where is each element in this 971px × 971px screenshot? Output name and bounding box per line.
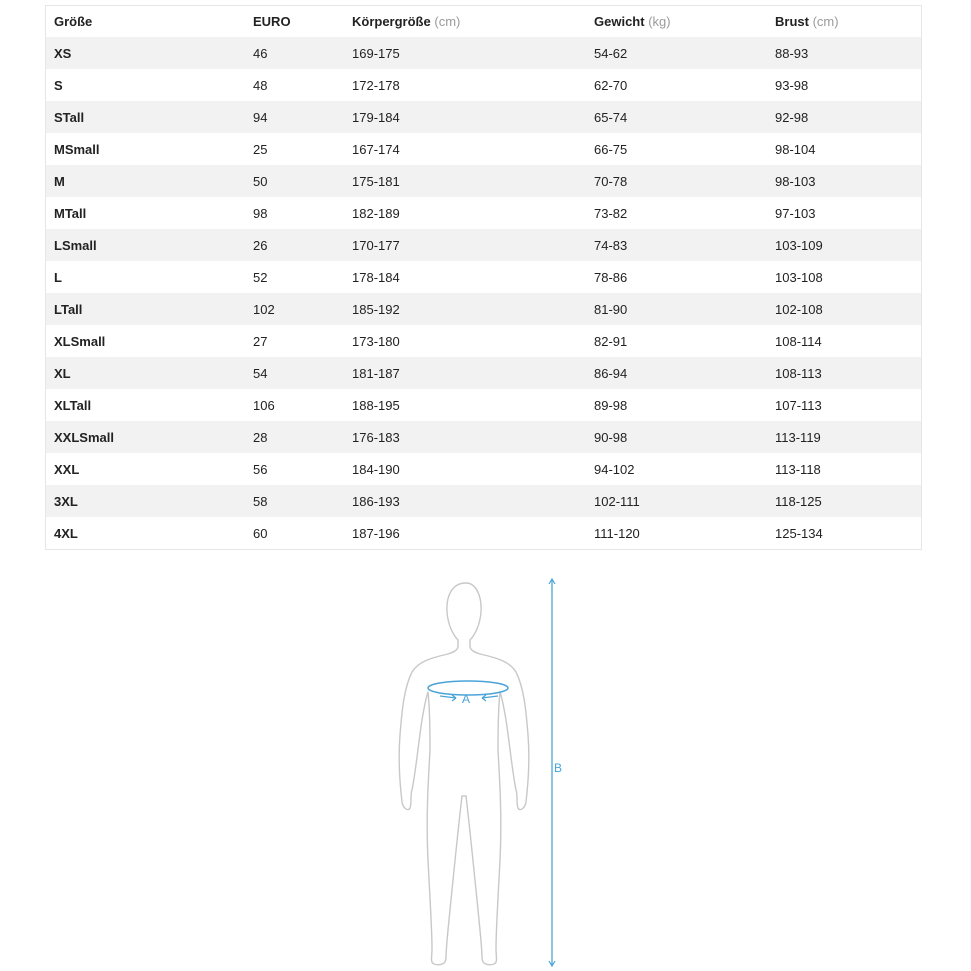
cell-height: 179-184 xyxy=(352,109,400,125)
cell-size: XLSmall xyxy=(54,333,106,349)
header-euro: EURO xyxy=(253,14,291,29)
table-row xyxy=(46,485,921,517)
cell-chest: 98-103 xyxy=(775,173,816,189)
cell-height: 185-192 xyxy=(352,301,400,317)
size-chart-table xyxy=(45,5,922,550)
cell-euro: 27 xyxy=(253,333,268,349)
cell-size: 3XL xyxy=(54,493,78,509)
header-chest: Brust (cm) xyxy=(775,14,839,29)
header-size: Größe xyxy=(54,14,93,29)
cell-euro: 56 xyxy=(253,461,268,477)
cell-size: XXL xyxy=(54,461,80,477)
cell-weight: 74-83 xyxy=(594,237,628,253)
cell-height: 188-195 xyxy=(352,397,400,413)
size-table xyxy=(46,6,921,549)
cell-height: 169-175 xyxy=(352,45,400,61)
cell-weight: 90-98 xyxy=(594,429,628,445)
cell-chest: 88-93 xyxy=(775,45,809,61)
cell-size: XXLSmall xyxy=(54,429,114,445)
cell-size: MTall xyxy=(54,205,87,221)
cell-height: 172-178 xyxy=(352,77,400,93)
cell-height: 182-189 xyxy=(352,205,400,221)
cell-chest: 98-104 xyxy=(775,141,816,157)
measurement-label-a: A xyxy=(462,692,471,706)
cell-height: 176-183 xyxy=(352,429,400,445)
cell-euro: 48 xyxy=(253,77,268,93)
cell-chest: 97-103 xyxy=(775,205,816,221)
table-row xyxy=(46,453,921,485)
cell-size: STall xyxy=(54,109,85,125)
human-silhouette-icon xyxy=(380,570,580,970)
cell-chest: 102-108 xyxy=(775,301,823,317)
cell-weight: 89-98 xyxy=(594,397,628,413)
measurement-label-b: B xyxy=(554,761,563,775)
cell-euro: 60 xyxy=(253,525,268,541)
table-row xyxy=(46,517,921,549)
table-row xyxy=(46,421,921,453)
table-row xyxy=(46,37,921,69)
cell-weight: 94-102 xyxy=(594,461,635,477)
header-height: Körpergröße (cm) xyxy=(352,14,461,29)
cell-height: 167-174 xyxy=(352,141,400,157)
cell-euro: 106 xyxy=(253,397,275,413)
cell-height: 186-193 xyxy=(352,493,400,509)
header-chest-unit: (cm) xyxy=(812,14,839,29)
cell-euro: 28 xyxy=(253,429,268,445)
cell-chest: 108-113 xyxy=(775,365,822,381)
cell-euro: 54 xyxy=(253,365,268,381)
cell-size: LSmall xyxy=(54,237,97,253)
cell-size: S xyxy=(54,77,63,93)
body-measurement-figure xyxy=(380,570,580,970)
table-row xyxy=(46,165,921,197)
cell-height: 170-177 xyxy=(352,237,400,253)
table-header-row xyxy=(46,6,921,37)
cell-euro: 46 xyxy=(253,45,268,61)
cell-euro: 98 xyxy=(253,205,268,221)
cell-euro: 25 xyxy=(253,141,268,157)
cell-height: 175-181 xyxy=(352,173,400,189)
cell-weight: 54-62 xyxy=(594,45,628,61)
cell-weight: 70-78 xyxy=(594,173,628,189)
cell-chest: 108-114 xyxy=(775,333,822,349)
table-row xyxy=(46,389,921,421)
cell-size: XLTall xyxy=(54,397,92,413)
cell-weight: 81-90 xyxy=(594,301,628,317)
cell-weight: 86-94 xyxy=(594,365,628,381)
cell-height: 181-187 xyxy=(352,365,400,381)
table-row xyxy=(46,357,921,389)
table-row xyxy=(46,197,921,229)
cell-weight: 66-75 xyxy=(594,141,628,157)
cell-size: M xyxy=(54,173,65,189)
cell-size: MSmall xyxy=(54,141,100,157)
cell-height: 178-184 xyxy=(352,269,400,285)
cell-size: XS xyxy=(54,45,72,61)
cell-weight: 65-74 xyxy=(594,109,628,125)
cell-euro: 94 xyxy=(253,109,268,125)
cell-euro: 102 xyxy=(253,301,275,317)
cell-size: L xyxy=(54,269,62,285)
cell-weight: 78-86 xyxy=(594,269,628,285)
cell-chest: 107-113 xyxy=(775,397,822,413)
table-row xyxy=(46,325,921,357)
cell-weight: 73-82 xyxy=(594,205,628,221)
cell-chest: 113-118 xyxy=(775,461,821,477)
cell-weight: 82-91 xyxy=(594,333,628,349)
cell-chest: 118-125 xyxy=(775,493,822,509)
cell-euro: 58 xyxy=(253,493,268,509)
cell-height: 184-190 xyxy=(352,461,400,477)
table-row xyxy=(46,101,921,133)
cell-chest: 125-134 xyxy=(775,525,823,541)
cell-weight: 62-70 xyxy=(594,77,628,93)
cell-weight: 111-120 xyxy=(594,525,640,541)
table-row xyxy=(46,229,921,261)
cell-height: 173-180 xyxy=(352,333,400,349)
cell-chest: 92-98 xyxy=(775,109,809,125)
table-row xyxy=(46,69,921,101)
header-weight: Gewicht (kg) xyxy=(594,14,671,29)
cell-euro: 50 xyxy=(253,173,268,189)
table-row xyxy=(46,133,921,165)
cell-chest: 93-98 xyxy=(775,77,809,93)
cell-weight: 102-111 xyxy=(594,493,640,509)
cell-size: XL xyxy=(54,365,71,381)
cell-chest: 103-108 xyxy=(775,269,823,285)
cell-size: 4XL xyxy=(54,525,78,541)
table-row xyxy=(46,261,921,293)
cell-size: LTall xyxy=(54,301,83,317)
cell-height: 187-196 xyxy=(352,525,400,541)
header-height-unit: (cm) xyxy=(434,14,461,29)
header-weight-unit: (kg) xyxy=(648,14,671,29)
cell-chest: 113-119 xyxy=(775,429,821,445)
table-row xyxy=(46,293,921,325)
cell-euro: 52 xyxy=(253,269,268,285)
cell-chest: 103-109 xyxy=(775,237,823,253)
cell-euro: 26 xyxy=(253,237,268,253)
